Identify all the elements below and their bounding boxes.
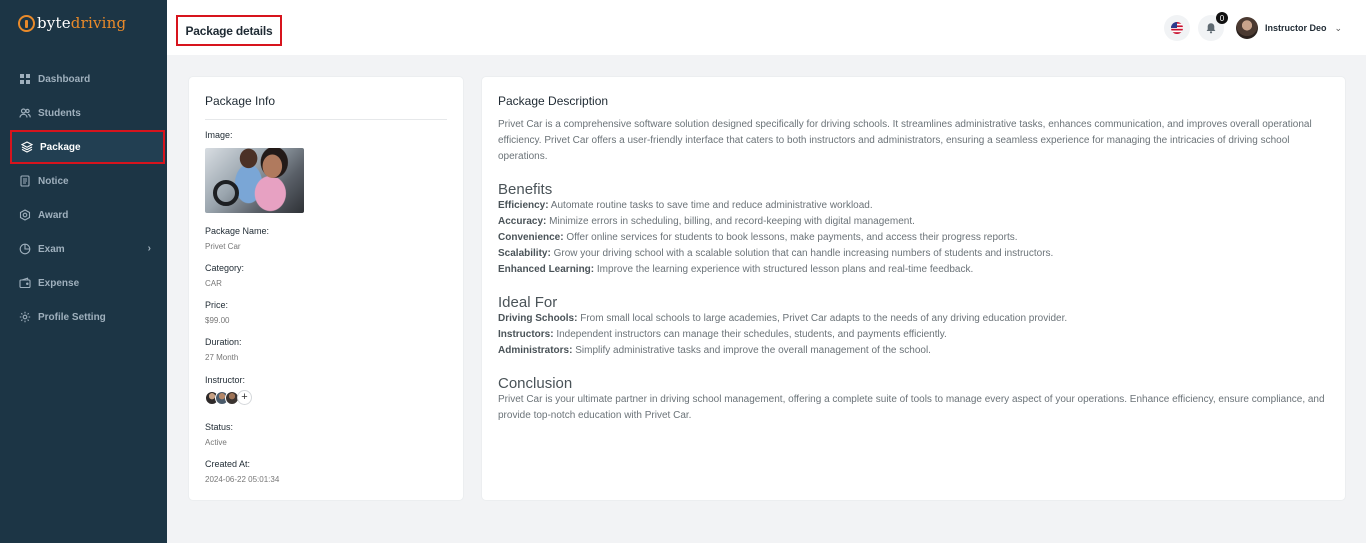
- sidebar: [0, 0, 167, 543]
- layers-icon: [21, 141, 33, 153]
- list-item: [498, 198, 1333, 214]
- term: Efficiency:: [498, 200, 549, 211]
- divider: [205, 119, 447, 120]
- user-menu[interactable]: [1236, 17, 1342, 39]
- list-item: [498, 230, 1333, 246]
- sidebar-nav: [10, 62, 165, 334]
- sidebar-item-package[interactable]: [10, 130, 165, 164]
- sidebar-item-label: Dashboard: [38, 73, 91, 85]
- package-name-field: [205, 226, 269, 251]
- status-value: Active: [205, 438, 227, 447]
- sidebar-item-notice[interactable]: [10, 164, 165, 198]
- category-field: [205, 263, 244, 288]
- sidebar-item-label: Notice: [38, 175, 69, 187]
- ideal-for-heading: Ideal For: [498, 294, 558, 311]
- sidebar-item-award[interactable]: [10, 198, 165, 232]
- wallet-icon: [19, 277, 31, 289]
- sidebar-item-expense[interactable]: [10, 266, 165, 300]
- term: Driving Schools:: [498, 313, 578, 324]
- conclusion-heading: Conclusion: [498, 375, 573, 392]
- sidebar-item-label: Students: [38, 107, 81, 119]
- steering-wheel-graphic: [213, 180, 239, 206]
- package-info-card: [188, 76, 464, 501]
- chevron-down-icon: ⌄: [1334, 22, 1343, 33]
- chevron-right-icon: ›: [147, 243, 151, 254]
- users-icon: [19, 107, 31, 119]
- bell-icon: [1205, 22, 1217, 34]
- text: Improve the learning experience with structured lesson plans and real-time feedback.: [594, 264, 974, 275]
- sidebar-item-label: Exam: [38, 243, 65, 255]
- list-item: [498, 327, 1333, 343]
- package-image: [205, 148, 304, 213]
- text: Simplify administrative tasks and improve the overall management of the school.: [572, 345, 931, 356]
- description-body: [498, 117, 1333, 424]
- duration-field: [205, 337, 242, 362]
- award-icon: [19, 209, 31, 221]
- sidebar-item-label: Profile Setting: [38, 311, 106, 323]
- dashboard-icon: [19, 73, 31, 85]
- text: Minimize errors in scheduling, billing, and record-keeping with digital management.: [546, 216, 915, 227]
- term: Instructors:: [498, 329, 554, 340]
- instructor-field: [205, 375, 252, 405]
- benefits-heading: Benefits: [498, 181, 553, 198]
- language-button[interactable]: [1164, 15, 1190, 41]
- package-name-value: Privet Car: [205, 242, 241, 251]
- text: Offer online services for students to book lessons, make payments, and access their progress reports.: [563, 232, 1018, 243]
- steering-logo-icon: [18, 15, 35, 32]
- logo-text-byte: byte: [37, 14, 71, 32]
- text: From small local schools to large academies, Privet Car adapts to the needs of any driving education provider.: [577, 313, 1068, 324]
- package-info-title: Package Info: [205, 94, 276, 108]
- term: Administrators:: [498, 345, 573, 356]
- term: Convenience:: [498, 232, 564, 243]
- app-logo[interactable]: [18, 14, 126, 32]
- page-title: Package details: [176, 15, 282, 46]
- image-label: Image:: [205, 130, 233, 140]
- instructor-avatars: [205, 390, 252, 405]
- created-at-field: [205, 459, 279, 484]
- text: Automate routine tasks to save time and reduce administrative workload.: [548, 200, 873, 211]
- avatar: [1236, 17, 1258, 39]
- created-at-value: 2024-06-22 05:01:34: [205, 475, 280, 484]
- text: Grow your driving school with a scalable solution that can handle increasing numbers of students and instructors.: [550, 248, 1054, 259]
- list-item: [498, 343, 1333, 359]
- description-intro: Privet Car is a comprehensive software solution designed specifically for driving schools. It streamlines administrative tasks, enhances communication, and improves overall operational efficiency. Privet Car offers a user-friendly interface that caters to both instructors and administrators, ensuring a seamless experience for managing the intricacies of driving school operations.: [498, 119, 1312, 162]
- image-field: [205, 130, 233, 140]
- list-item: [498, 214, 1333, 230]
- duration-label: Duration:: [205, 337, 242, 347]
- package-name-label: Package Name:: [205, 226, 270, 236]
- price-field: [205, 300, 229, 325]
- text: Independent instructors can manage their schedules, students, and payments efficiently.: [553, 329, 947, 340]
- user-name: Instructor Deo: [1265, 23, 1327, 33]
- created-at-label: Created At:: [205, 459, 251, 469]
- gear-icon: [19, 311, 31, 323]
- category-value: CAR: [205, 279, 222, 288]
- notice-icon: [19, 175, 31, 187]
- term: Enhanced Learning:: [498, 264, 595, 275]
- price-value: $99.00: [205, 316, 230, 325]
- list-item: [498, 311, 1333, 327]
- sidebar-item-label: Expense: [38, 277, 80, 289]
- sidebar-item-label: Award: [38, 209, 69, 221]
- conclusion-text: Privet Car is your ultimate partner in driving school management, offering a complete suite of tools to manage every aspect of your operations. Enhance efficiency, ensure compliance, and provide top-notch education with Privet Car.: [498, 394, 1325, 421]
- exam-icon: [19, 243, 31, 255]
- package-description-card: [481, 76, 1346, 501]
- logo-text-driving: driving: [70, 14, 127, 32]
- us-flag-icon: [1171, 22, 1183, 34]
- sidebar-item-profile-setting[interactable]: [10, 300, 165, 334]
- duration-value: 27 Month: [205, 353, 239, 362]
- sidebar-item-exam[interactable]: [10, 232, 165, 266]
- package-description-title: Package Description: [498, 94, 609, 108]
- category-label: Category:: [205, 263, 245, 273]
- notification-count-badge: 0: [1216, 12, 1228, 24]
- sidebar-item-dashboard[interactable]: [10, 62, 165, 96]
- sidebar-item-label: Package: [40, 141, 81, 153]
- top-header: [167, 0, 1366, 55]
- term: Accuracy:: [498, 216, 547, 227]
- status-label: Status:: [205, 422, 234, 432]
- term: Scalability:: [498, 248, 551, 259]
- list-item: [498, 246, 1333, 262]
- status-field: [205, 422, 233, 447]
- add-instructor-button[interactable]: +: [237, 390, 252, 405]
- price-label: Price:: [205, 300, 229, 310]
- list-item: [498, 262, 1333, 278]
- sidebar-item-students[interactable]: [10, 96, 165, 130]
- instructor-label: Instructor:: [205, 375, 246, 385]
